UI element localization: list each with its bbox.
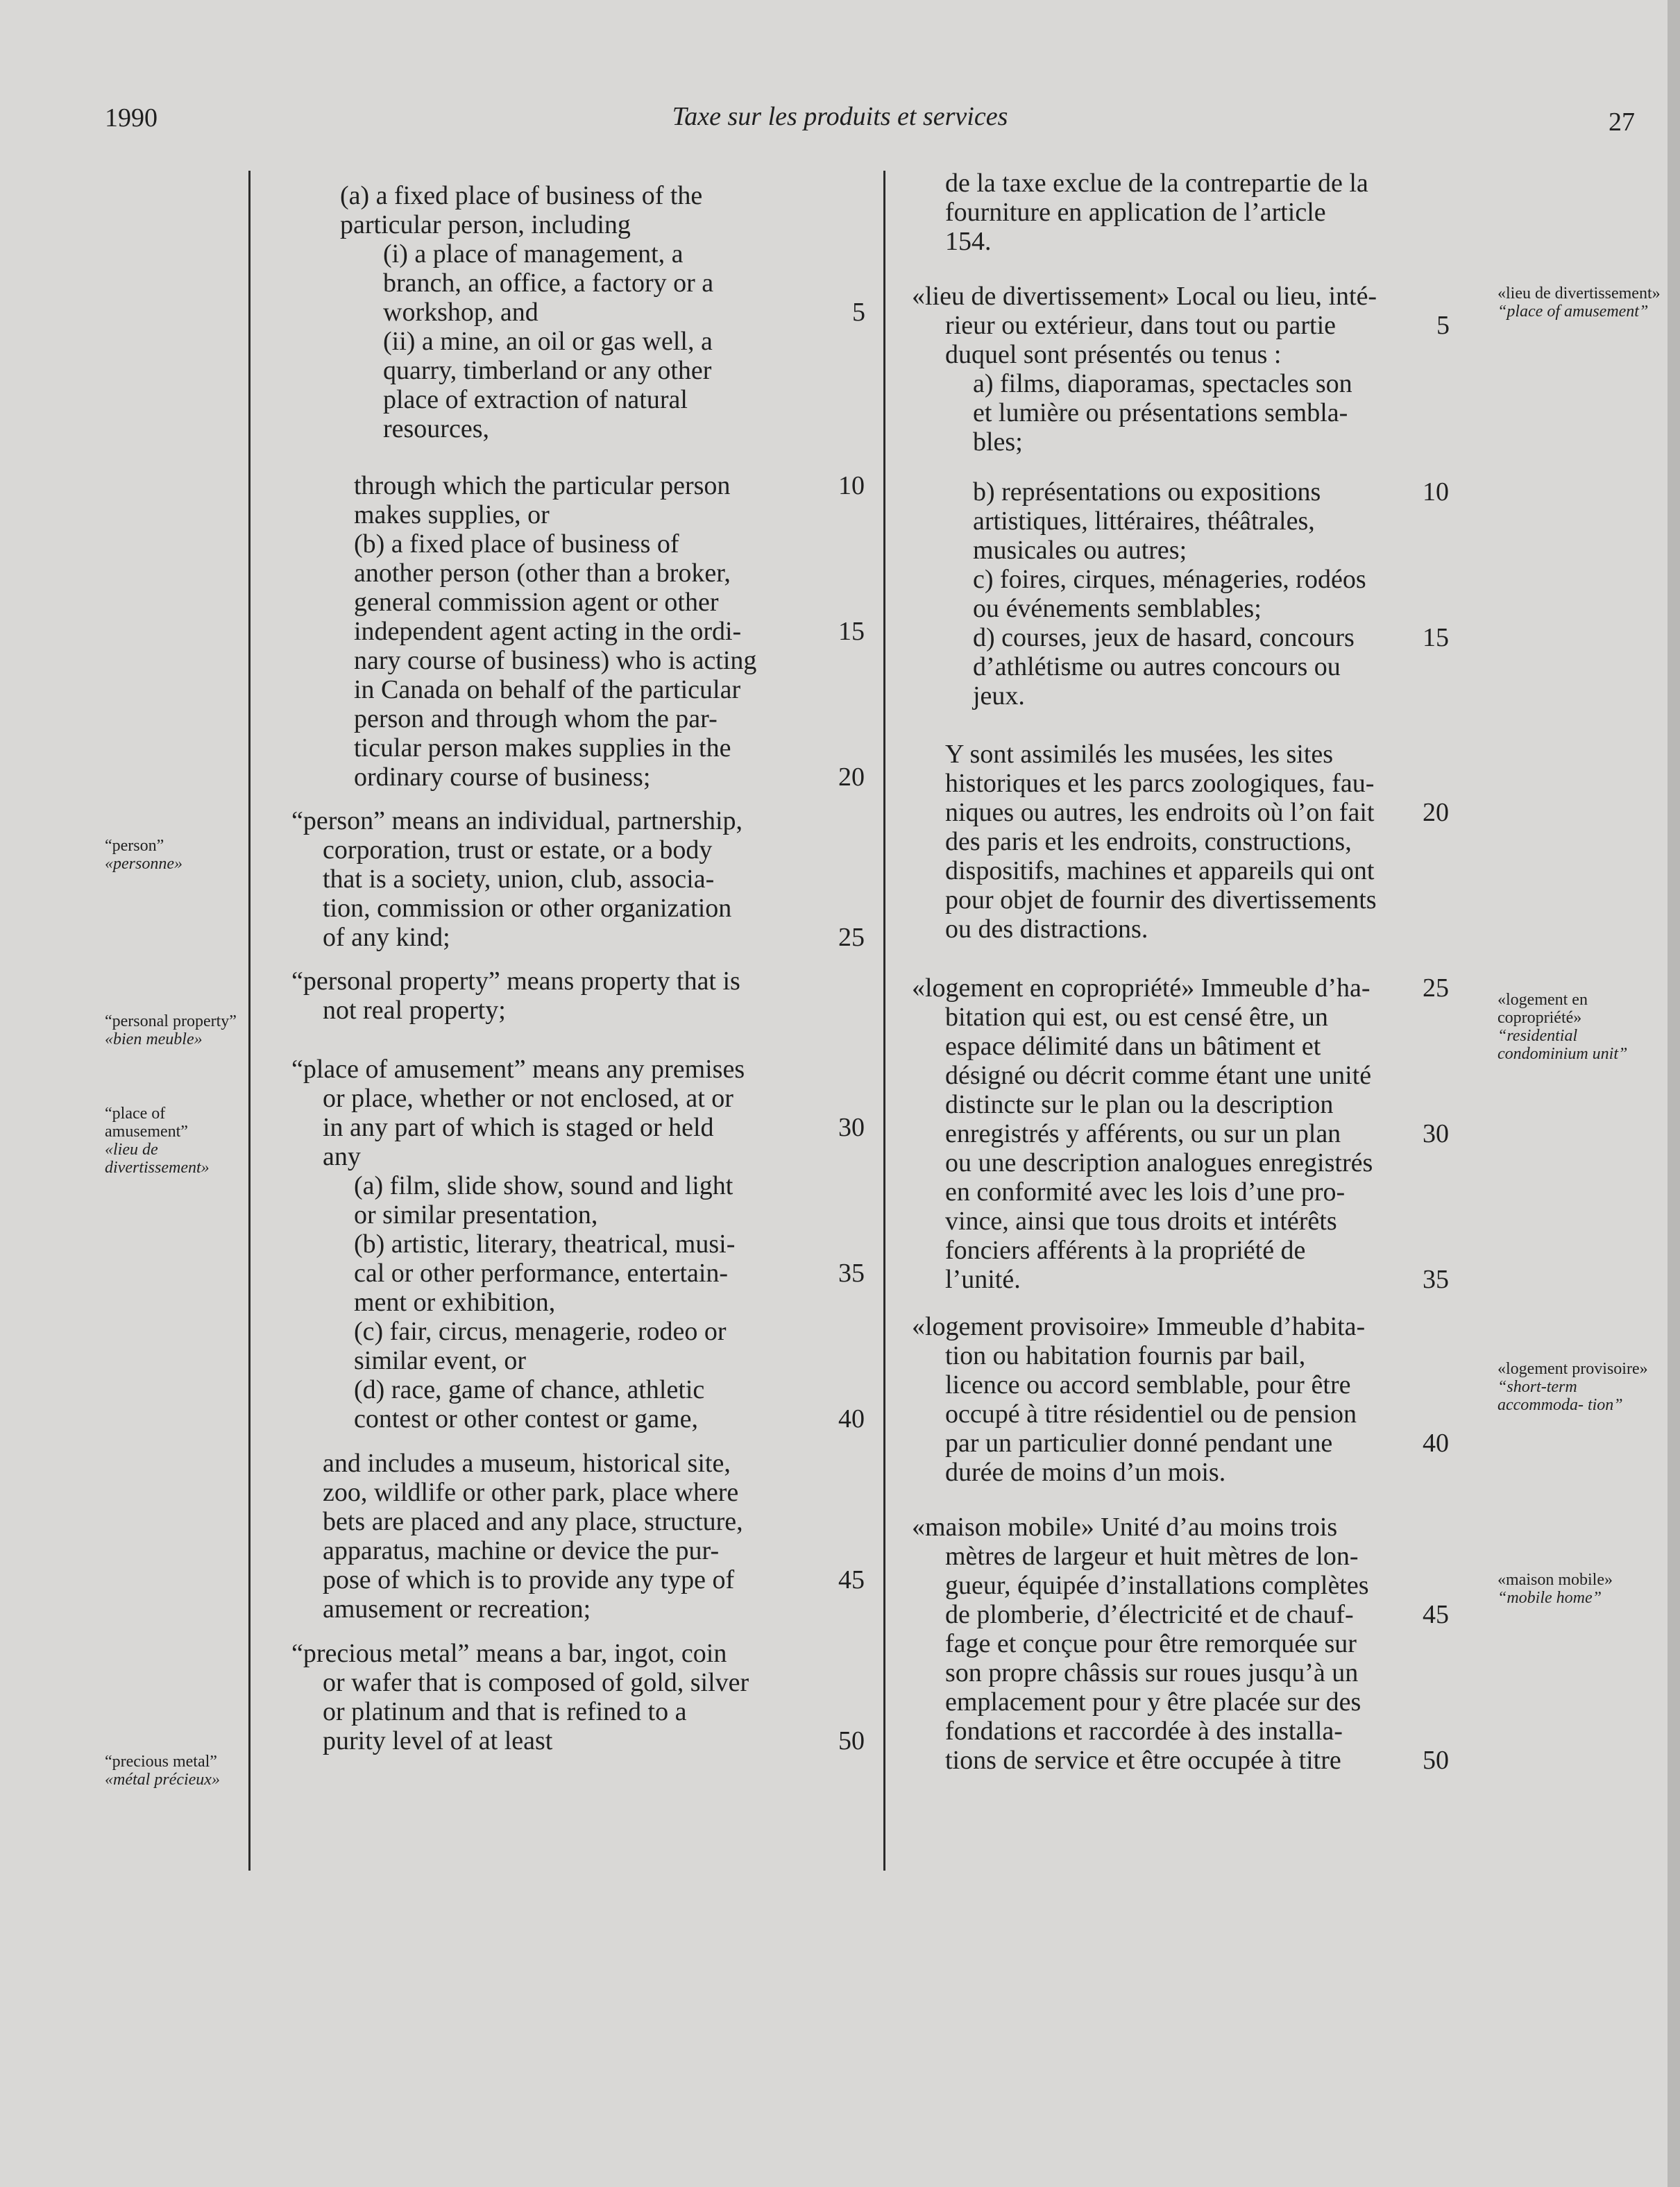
page-number: 27: [1609, 108, 1635, 137]
left-text-line: zoo, wildlife or other park, place where: [323, 1478, 739, 1507]
margin-note-translation: «bien meuble»: [105, 1030, 203, 1048]
left-margin-note: [105, 1012, 237, 1048]
left-text-line: particular person, including: [340, 210, 631, 239]
right-text-line: tions de service et être occupée à titre: [945, 1746, 1341, 1775]
right-text-line: bles;: [973, 427, 1023, 457]
left-text-line: (d) race, game of chance, athletic: [354, 1375, 705, 1404]
right-text-line: fage et conçue pour être remorquée sur: [945, 1629, 1357, 1658]
margin-note-translation: “mobile home”: [1497, 1589, 1602, 1607]
left-text-line: that is a society, union, club, associa-: [323, 865, 715, 894]
right-text-line: de la taxe exclue de la contrepartie de la: [945, 169, 1368, 198]
left-text-line: “precious metal” means a bar, ingot, coin: [291, 1639, 727, 1668]
header-title: Taxe sur les produits et services: [672, 102, 1008, 131]
margin-note-translation: «lieu de divertissement»: [105, 1141, 210, 1177]
right-text-line: vince, ainsi que tous droits et intérêts: [945, 1207, 1337, 1236]
right-text-line: duquel sont présentés ou tenus :: [945, 340, 1282, 369]
left-margin-note: [105, 1753, 237, 1789]
right-text-line: et lumière ou présentations sembla-: [973, 398, 1348, 427]
right-text-line: ou événements semblables;: [973, 594, 1262, 623]
right-text-line: «lieu de divertissement» Local ou lieu, inté-: [912, 282, 1377, 311]
left-text-line: makes supplies, or: [354, 500, 550, 529]
right-text-line: occupé à titre résidentiel ou de pension: [945, 1399, 1357, 1429]
left-text-line: (c) fair, circus, menagerie, rodeo or: [354, 1317, 727, 1346]
left-text-line: through which the particular person: [354, 471, 731, 500]
right-text-line: fourniture en application de l’article: [945, 198, 1326, 227]
left-text-line: in any part of which is staged or held: [323, 1113, 714, 1142]
margin-note-term: «logement en copropriété»: [1497, 991, 1588, 1027]
left-line-number: 45: [838, 1565, 865, 1594]
right-text-line: pour objet de fournir des divertissements: [945, 885, 1377, 914]
left-text-line: “personal property” means property that is: [291, 967, 740, 996]
left-text-line: or similar presentation,: [354, 1200, 598, 1229]
right-line-number: 15: [1423, 623, 1449, 652]
margin-note-term: “precious metal”: [105, 1753, 217, 1771]
right-text-line: désigné ou décrit comme étant une unité: [945, 1061, 1372, 1090]
right-text-line: enregistrés y afférents, ou sur un plan: [945, 1119, 1341, 1148]
left-line-number: 20: [838, 763, 865, 792]
left-text-line: corporation, trust or estate, or a body: [323, 835, 713, 865]
left-text-line: any: [323, 1142, 361, 1171]
right-text-line: b) représentations ou expositions: [973, 477, 1321, 507]
left-line-number: 10: [838, 471, 865, 500]
left-line-number: 30: [838, 1113, 865, 1142]
left-line-number: 40: [838, 1404, 865, 1433]
left-margin-note: [105, 1105, 237, 1177]
right-text-line: jeux.: [973, 681, 1025, 710]
left-text-line: or place, whether or not enclosed, at or: [323, 1084, 733, 1113]
left-text-line: or platinum and that is refined to a: [323, 1697, 687, 1726]
left-text-line: ment or exhibition,: [354, 1288, 556, 1317]
left-line-number: 5: [852, 298, 865, 327]
right-margin-note: [1497, 1360, 1664, 1414]
right-text-line: ou des distractions.: [945, 914, 1148, 944]
right-text-line: ou une description analogues enregistrés: [945, 1148, 1373, 1177]
page-edge-shadow: [1668, 0, 1680, 2187]
left-text-line: in Canada on behalf of the particular: [354, 675, 741, 704]
margin-note-term: «logement provisoire»: [1497, 1360, 1648, 1378]
right-text-line: bitation qui est, ou est censé être, un: [945, 1003, 1328, 1032]
margin-note-term: “person”: [105, 837, 164, 855]
left-text-line: or wafer that is composed of gold, silver: [323, 1668, 749, 1697]
left-text-line: (b) artistic, literary, theatrical, musi-: [354, 1229, 736, 1259]
left-text-line: contest or other contest or game,: [354, 1404, 698, 1433]
left-text-line: similar event, or: [354, 1346, 526, 1375]
margin-note-translation: “short-term accommoda- tion”: [1497, 1378, 1623, 1414]
left-text-line: “person” means an individual, partnership,: [291, 806, 743, 835]
margin-note-term: “personal property”: [105, 1012, 237, 1030]
right-text-line: a) films, diaporamas, spectacles son: [973, 369, 1352, 398]
left-line-number: 50: [838, 1726, 865, 1755]
right-text-line: durée de moins d’un mois.: [945, 1458, 1226, 1487]
right-text-line: niques ou autres, les endroits où l’on fait: [945, 798, 1375, 827]
right-text-line: musicales ou autres;: [973, 536, 1187, 565]
margin-note-translation: «personne»: [105, 855, 183, 873]
margin-note-translation: “place of amusement”: [1497, 303, 1649, 321]
left-text-line: bets are placed and any place, structure,: [323, 1507, 743, 1536]
right-text-line: licence ou accord semblable, pour être: [945, 1370, 1351, 1399]
right-text-line: fondations et raccordée à des installa-: [945, 1717, 1343, 1746]
right-text-line: espace délimité dans un bâtiment et: [945, 1032, 1321, 1061]
left-text-line: another person (other than a broker,: [354, 559, 731, 588]
right-text-line: Y sont assimilés les musées, les sites: [945, 740, 1334, 769]
left-text-line: resources,: [383, 414, 489, 443]
left-text-line: (i) a place of management, a: [383, 239, 684, 269]
left-text-line: independent agent acting in the ordi-: [354, 617, 742, 646]
margin-note-term: “place of amusement”: [105, 1105, 188, 1141]
left-text-line: of any kind;: [323, 923, 450, 952]
left-text-line: cal or other performance, entertain-: [354, 1259, 729, 1288]
right-text-line: rieur ou extérieur, dans tout ou partie: [945, 311, 1337, 340]
right-margin-note: [1497, 284, 1664, 321]
right-text-line: l’unité.: [945, 1265, 1021, 1294]
left-text-line: ticular person makes supplies in the: [354, 733, 731, 763]
right-text-line: de plomberie, d’électricité et de chauf-: [945, 1600, 1354, 1629]
left-text-line: workshop, and: [383, 298, 538, 327]
right-text-line: d) courses, jeux de hasard, concours: [973, 623, 1355, 652]
left-text-line: (a) film, slide show, sound and light: [354, 1171, 733, 1200]
right-text-line: gueur, équipée d’installations complètes: [945, 1571, 1369, 1600]
right-text-line: dispositifs, machines et appareils qui ont: [945, 856, 1375, 885]
margin-note-translation: “residential condominium unit”: [1497, 1027, 1628, 1063]
center-column-rule: [883, 171, 885, 1871]
right-line-number: 10: [1423, 477, 1449, 507]
left-text-line: branch, an office, a factory or a: [383, 269, 714, 298]
left-text-line: pose of which is to provide any type of: [323, 1565, 735, 1594]
right-text-line: fonciers afférents à la propriété de: [945, 1236, 1306, 1265]
right-text-line: des paris et les endroits, constructions,: [945, 827, 1352, 856]
left-text-line: person and through whom the par-: [354, 704, 718, 733]
right-line-number: 30: [1423, 1119, 1449, 1148]
right-text-line: par un particulier donné pendant une: [945, 1429, 1333, 1458]
left-text-line: ordinary course of business;: [354, 763, 651, 792]
left-text-line: apparatus, machine or device the pur-: [323, 1536, 720, 1565]
right-text-line: c) foires, cirques, ménageries, rodéos: [973, 565, 1366, 594]
left-text-line: quarry, timberland or any other: [383, 356, 712, 385]
left-margin-rule: [248, 171, 251, 1871]
right-line-number: 40: [1423, 1429, 1449, 1458]
right-text-line: «logement provisoire» Immeuble d’habita-: [912, 1312, 1366, 1341]
margin-note-translation: «métal précieux»: [105, 1771, 220, 1789]
right-line-number: 5: [1436, 311, 1450, 340]
left-text-line: amusement or recreation;: [323, 1594, 591, 1624]
left-text-line: tion, commission or other organization: [323, 894, 732, 923]
right-line-number: 50: [1423, 1746, 1449, 1775]
right-text-line: «logement en copropriété» Immeuble d’ha-: [912, 973, 1371, 1003]
left-line-number: 15: [838, 617, 865, 646]
right-margin-note: [1497, 1571, 1664, 1607]
right-line-number: 20: [1423, 798, 1449, 827]
right-line-number: 35: [1423, 1265, 1449, 1294]
margin-note-term: «maison mobile»: [1497, 1571, 1613, 1589]
right-text-line: «maison mobile» Unité d’au moins trois: [912, 1513, 1338, 1542]
right-text-line: artistiques, littéraires, théâtrales,: [973, 507, 1315, 536]
right-line-number: 45: [1423, 1600, 1449, 1629]
left-text-line: (a) a fixed place of business of the: [340, 181, 703, 210]
right-text-line: d’athlétisme ou autres concours ou: [973, 652, 1341, 681]
right-text-line: emplacement pour y être placée sur des: [945, 1687, 1361, 1717]
left-margin-note: [105, 837, 237, 873]
left-text-line: “place of amusement” means any premises: [291, 1055, 745, 1084]
margin-note-term: «lieu de divertissement»: [1497, 284, 1661, 303]
left-text-line: and includes a museum, historical site,: [323, 1449, 731, 1478]
left-text-line: (b) a fixed place of business of: [354, 529, 679, 559]
right-margin-note: [1497, 991, 1664, 1063]
right-text-line: mètres de largeur et huit mètres de lon-: [945, 1542, 1359, 1571]
right-text-line: son propre châssis sur roues jusqu’à un: [945, 1658, 1359, 1687]
right-text-line: tion ou habitation fournis par bail,: [945, 1341, 1306, 1370]
left-text-line: not real property;: [323, 996, 506, 1025]
right-text-line: en conformité avec les lois d’une pro-: [945, 1177, 1346, 1207]
left-text-line: general commission agent or other: [354, 588, 719, 617]
left-text-line: place of extraction of natural: [383, 385, 688, 414]
left-text-line: nary course of business) who is acting: [354, 646, 757, 675]
left-text-line: (ii) a mine, an oil or gas well, a: [383, 327, 713, 356]
right-text-line: historiques et les parcs zoologiques, fau-: [945, 769, 1375, 798]
left-text-line: purity level of at least: [323, 1726, 553, 1755]
right-line-number: 25: [1423, 973, 1449, 1003]
header-year: 1990: [105, 103, 158, 133]
right-text-line: 154.: [945, 227, 992, 256]
left-line-number: 25: [838, 923, 865, 952]
left-line-number: 35: [838, 1259, 865, 1288]
right-text-line: distincte sur le plan ou la description: [945, 1090, 1334, 1119]
